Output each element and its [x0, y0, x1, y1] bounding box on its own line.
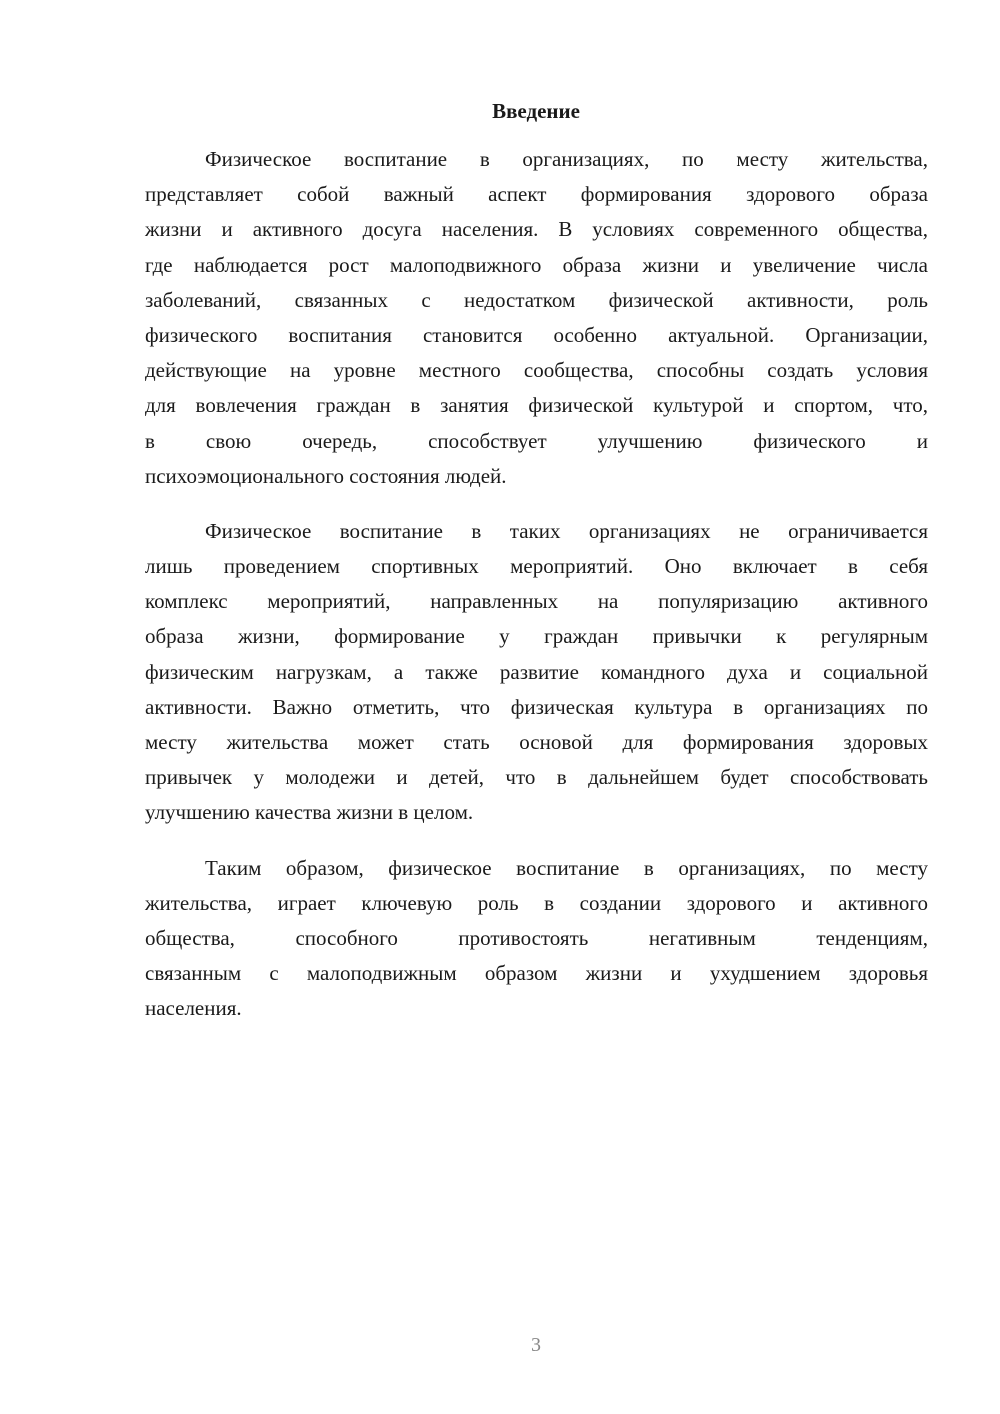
- text-line: привычек у молодежи и детей, что в дальнейшем будет способствовать: [145, 765, 928, 790]
- text-line: представляет собой важный аспект формирования здорового образа: [145, 182, 928, 207]
- text-line: образа жизни, формирование у граждан привычки к регулярным: [145, 624, 928, 649]
- text-line: Физическое воспитание в таких организациях не ограничивается: [205, 518, 928, 543]
- document-body: [145, 142, 928, 1047]
- text-line: физического воспитания становится особенно актуальной. Организации,: [145, 322, 928, 347]
- text-line: улучшению качества жизни в целом.: [145, 800, 474, 825]
- text-line: месту жительства может стать основой для формирования здоровых: [145, 730, 928, 754]
- text-line: психоэмоционального состояния людей.: [145, 463, 507, 488]
- text-line: где наблюдается рост малоподвижного образа жизни и увеличение числа: [145, 252, 928, 277]
- text-line: активности. Важно отметить, что физическая культура в организациях по: [145, 694, 928, 719]
- text-line: населения.: [145, 996, 242, 1021]
- paragraph: [145, 851, 928, 1027]
- text-line: лишь проведением спортивных мероприятий. Оно включает в себя: [145, 554, 928, 579]
- text-line: действующие на уровне местного сообщества, способны создать условия: [145, 358, 928, 383]
- text-line: в свою очередь, способствует улучшению физического и: [145, 428, 928, 453]
- text-line: связанным с малоподвижным образом жизни и ухудшением здоровья: [145, 961, 928, 986]
- text-line: жительства, играет ключевую роль в создании здорового и активного: [145, 890, 928, 915]
- text-line: общества, способного противостоять негативным тенденциям,: [145, 925, 928, 950]
- section-title: Введение: [492, 99, 580, 123]
- text-line: Таким образом, физическое воспитание в организациях, по месту: [205, 855, 928, 880]
- text-line: для вовлечения граждан в занятия физической культурой и спортом, что,: [145, 393, 928, 418]
- text-line: комплекс мероприятий, направленных на популяризацию активного: [145, 589, 928, 614]
- text-line: заболеваний, связанных с недостатком физической активности, роль: [145, 287, 928, 312]
- paragraph: [145, 514, 928, 831]
- text-line: Физическое воспитание в организациях, по месту жительства,: [205, 147, 928, 171]
- paragraph: [145, 142, 928, 494]
- page-number: 3: [531, 1334, 541, 1356]
- text-line: жизни и активного досуга населения. В условиях современного общества,: [145, 217, 928, 242]
- text-line: физическим нагрузкам, а также развитие командного духа и социальной: [145, 659, 928, 684]
